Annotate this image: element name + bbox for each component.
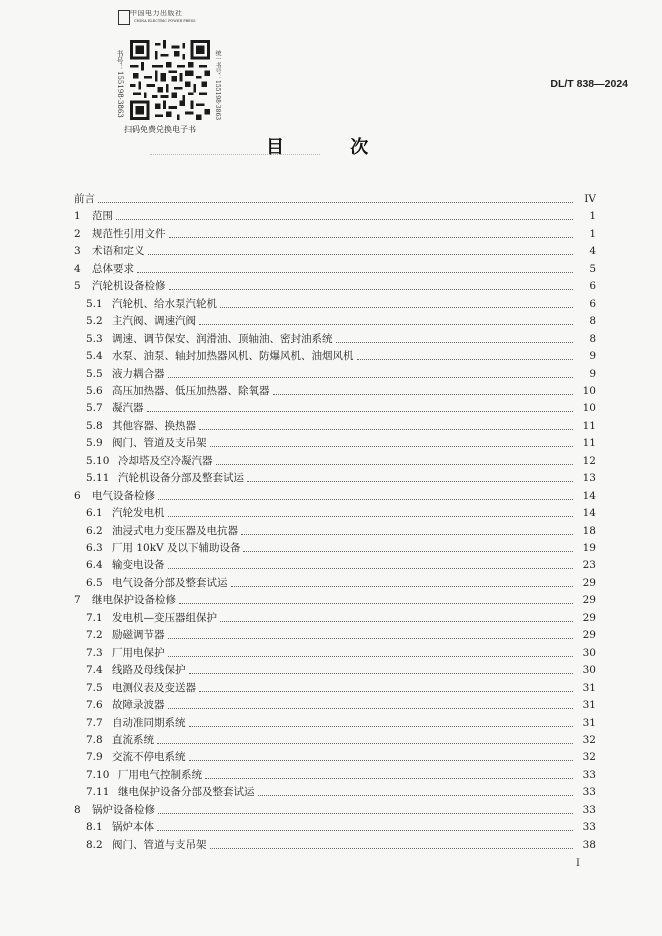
toc-entry[interactable] (0, 415, 596, 433)
toc-entry[interactable] (0, 432, 596, 450)
toc-entry[interactable] (0, 816, 596, 834)
toc-entry[interactable] (0, 397, 596, 415)
toc-leader-dots (220, 307, 573, 308)
toc-entry-page: 4 (589, 245, 596, 258)
toc-entry-number: 7.9 (86, 751, 103, 764)
toc-entry-label: 电测仪表及变送器 (112, 681, 196, 694)
toc-leader-dots (241, 534, 573, 535)
toc-entry-page: 10 (582, 402, 596, 415)
toc-leader-dots (157, 743, 573, 744)
toc-entry-page: 9 (589, 350, 596, 363)
toc-leader-dots (168, 638, 574, 639)
toc-entry-number: 8.2 (86, 838, 103, 851)
toc-entry-page: 32 (582, 751, 596, 764)
toc-entry[interactable] (0, 572, 596, 590)
toc-entry-number: 5.6 (86, 384, 103, 397)
toc-entry-number: 5.1 (86, 297, 103, 310)
toc-entry[interactable] (0, 554, 596, 572)
toc-entry-label: 规范性引用文件 (92, 227, 166, 240)
toc-entry[interactable] (0, 624, 596, 642)
toc-entry-page: 33 (582, 803, 596, 816)
toc-entry[interactable] (0, 781, 596, 799)
toc-entry-page: 11 (582, 419, 596, 432)
toc-entry-label: 线路及母线保护 (112, 664, 186, 677)
toc-entry[interactable] (0, 258, 596, 276)
toc-entry-label: 电气设备检修 (92, 489, 155, 502)
toc-leader-dots (179, 603, 573, 604)
toc-leader-dots (189, 760, 574, 761)
toc-entry-page: 8 (589, 315, 596, 328)
toc-entry-number: 6.4 (86, 559, 103, 572)
toc-leader-dots (220, 621, 573, 622)
toc-entry[interactable] (0, 712, 596, 730)
toc-leader-dots (168, 516, 574, 517)
toc-leader-dots (158, 813, 573, 814)
toc-entry-page: 18 (582, 524, 596, 537)
toc-entry-page: 38 (582, 838, 596, 851)
toc-entry-page: 23 (582, 559, 596, 572)
toc-leader-dots (189, 673, 574, 674)
publisher-logo-icon (118, 10, 130, 25)
toc-entry-label: 主汽阀、调速汽阀 (112, 315, 196, 328)
toc-entry-label: 交流不停电系统 (112, 751, 186, 764)
toc-entry-label: 凝汽器 (112, 402, 144, 415)
toc-entry[interactable] (0, 485, 596, 503)
toc-entry-label: 范围 (92, 210, 113, 223)
toc-entry[interactable] (0, 677, 596, 695)
toc-entry-label: 励磁调节器 (112, 629, 165, 642)
toc-leader-dots (148, 254, 574, 255)
toc-leader-dots (168, 656, 574, 657)
toc-entry-label: 阀门、管道与支吊架 (112, 838, 207, 851)
toc-entry-page: 13 (582, 472, 596, 485)
toc-leader-dots (168, 377, 574, 378)
toc-entry[interactable] (0, 275, 596, 293)
toc-entry-label: 水泵、油泵、轴封加热器风机、防爆风机、油烟风机 (112, 350, 354, 363)
toc-entry-page: 29 (582, 594, 596, 607)
toc-entry-number: 7.2 (86, 629, 103, 642)
toc-entry[interactable] (0, 642, 596, 660)
toc-entry-page: 31 (582, 716, 596, 729)
toc-entry-number: 7.1 (86, 611, 103, 624)
toc-entry-page: 33 (582, 768, 596, 781)
toc-entry-label: 厂用 10kV 及以下辅助设备 (112, 542, 241, 554)
toc-entry-page: 33 (582, 786, 596, 799)
toc-entry-label: 术语和定义 (92, 245, 145, 258)
toc-leader-dots (169, 289, 574, 290)
toc-leader-dots (157, 830, 573, 831)
toc-entry-page: 1 (589, 227, 596, 240)
toc-leader-dots (210, 446, 574, 447)
publisher-name: 中国电力出版社 (130, 10, 183, 17)
toc-entry-label: 汽轮机设备检修 (92, 280, 166, 293)
toc-leader-dots (216, 464, 574, 465)
toc-entry-label: 汽轮机、给水泵汽轮机 (112, 297, 217, 310)
toc-entry-page: 33 (582, 821, 596, 834)
standard-code: DL/T 838—2024 (550, 78, 628, 90)
toc-leader-dots (258, 795, 574, 796)
toc-entry[interactable] (0, 328, 596, 346)
toc-entry-page: 29 (582, 611, 596, 624)
toc-entry-page: IV (584, 193, 596, 205)
toc-entry-number: 8 (74, 803, 81, 816)
toc-entry[interactable] (0, 240, 596, 258)
toc-entry-number: 5.3 (86, 332, 103, 345)
isbn-left: 书号：155198·3863 (116, 50, 124, 118)
toc-entry-label: 其他容器、换热器 (112, 419, 196, 432)
toc-entry[interactable] (0, 799, 596, 817)
toc-entry-number: 7.6 (86, 699, 103, 712)
toc-entry-number: 7.11 (86, 786, 110, 799)
isbn-right: 统一书号：155198·3863 (214, 50, 221, 120)
toc-entry-number: 3 (74, 245, 81, 258)
toc-entry-label: 总体要求 (92, 262, 134, 275)
toc-entry-label: 锅炉本体 (112, 821, 154, 834)
toc-entry-page: 30 (582, 646, 596, 659)
toc-entry-number: 7.4 (86, 664, 103, 677)
toc-entry-page: 5 (589, 262, 596, 275)
toc-entry[interactable] (0, 589, 596, 607)
toc-entry[interactable] (0, 502, 596, 520)
toc-entry[interactable] (0, 764, 596, 782)
toc-entry-label: 油浸式电力变压器及电抗器 (112, 524, 238, 537)
toc-leader-dots (210, 848, 574, 849)
toc-entry-page: 32 (582, 733, 596, 746)
toc-entry-page: 6 (589, 280, 596, 293)
toc-leader-dots (116, 219, 573, 220)
toc-entry-number: 8.1 (86, 821, 103, 834)
toc-entry-number: 7.7 (86, 716, 103, 729)
toc-entry-page: 1 (589, 210, 596, 223)
toc-leader-dots (189, 726, 574, 727)
toc-entry-number: 4 (74, 262, 81, 275)
toc-leader-dots (98, 202, 573, 203)
toc-entry-number: 6 (74, 489, 81, 502)
toc-entry-page: 31 (582, 699, 596, 712)
toc-leader-dots (147, 411, 574, 412)
toc-entry[interactable] (0, 537, 596, 555)
toc-entry-number: 7.8 (86, 733, 103, 746)
publisher-stamp (116, 10, 220, 134)
toc-entry-number: 5 (74, 280, 81, 293)
toc-entry-number: 5.9 (86, 437, 103, 450)
toc-entry[interactable] (0, 293, 596, 311)
toc-entry[interactable] (0, 363, 596, 381)
toc-entry[interactable] (0, 450, 596, 468)
toc-entry-label: 高压加热器、低压加热器、除氧器 (112, 384, 270, 397)
toc-entry-label: 发电机—变压器组保护 (112, 611, 217, 624)
toc-entry-page: 30 (582, 664, 596, 677)
toc-leader-dots (205, 778, 573, 779)
toc-entry-number: 7 (74, 594, 81, 607)
title-divider (150, 154, 320, 155)
toc-entry-page: 29 (582, 629, 596, 642)
toc-entry-number: 5.7 (86, 402, 103, 415)
toc-entry[interactable] (0, 694, 596, 712)
toc-entry[interactable] (0, 223, 596, 241)
toc-entry[interactable] (0, 467, 596, 485)
toc-entry-label: 前言 (74, 193, 95, 205)
toc-entry-number: 6.2 (86, 524, 103, 537)
toc-entry-page: 6 (589, 297, 596, 310)
toc-leader-dots (247, 481, 573, 482)
toc-entry-number: 7.10 (86, 768, 110, 781)
toc-entry-label: 故障录波器 (112, 699, 165, 712)
toc-entry[interactable] (0, 520, 596, 538)
toc-entry-number: 6.1 (86, 507, 103, 520)
toc-entry[interactable] (0, 746, 596, 764)
toc-leader-dots (168, 568, 574, 569)
toc-entry[interactable] (0, 188, 596, 206)
toc-entry-number: 6.3 (86, 542, 103, 554)
toc-leader-dots (199, 324, 573, 325)
toc-entry-page: 12 (582, 454, 596, 467)
toc-entry-label: 直流系统 (112, 733, 154, 746)
toc-leader-dots (273, 394, 574, 395)
toc-entry[interactable] (0, 607, 596, 625)
toc-leader-dots (158, 499, 573, 500)
toc-leader-dots (231, 586, 574, 587)
toc-entry-label: 输变电设备 (112, 559, 165, 572)
toc-leader-dots (243, 551, 573, 552)
toc-entry-label: 汽轮机设备分部及整套试运 (118, 472, 244, 485)
toc-entry-label: 继电保护设备分部及整套试运 (118, 786, 255, 799)
toc-entry-page: 14 (582, 507, 596, 520)
toc-entry-label: 液力耦合器 (112, 367, 165, 380)
toc-entry-number: 5.8 (86, 419, 103, 432)
toc-entry-label: 自动准同期系统 (112, 716, 186, 729)
toc-entry-page: 8 (589, 332, 596, 345)
toc-entry-page: 29 (582, 576, 596, 589)
toc-entry-number: 5.11 (86, 472, 110, 485)
publisher-name-en: CHINA ELECTRIC POWER PRESS (134, 19, 196, 23)
toc-entry-number: 7.3 (86, 646, 103, 659)
page-title: 目 次 (266, 137, 399, 158)
toc-entry-number: 2 (74, 227, 81, 240)
toc-entry-label: 电气设备分部及整套试运 (112, 576, 228, 589)
toc-entry-label: 厂用电气控制系统 (118, 768, 202, 781)
toc-leader-dots (199, 429, 573, 430)
toc-entry-page: 19 (582, 542, 596, 554)
toc-entry[interactable] (0, 834, 596, 852)
toc-entry-number: 6.5 (86, 576, 103, 589)
toc-entry-number: 7.5 (86, 681, 103, 694)
toc-entry-label: 锅炉设备检修 (92, 803, 155, 816)
toc-entry-page: 11 (582, 437, 596, 450)
toc-entry[interactable] (0, 380, 596, 398)
toc-leader-dots (357, 359, 574, 360)
toc-leader-dots (336, 342, 574, 343)
toc-entry-number: 5.4 (86, 350, 103, 363)
toc-entry-number: 5.10 (86, 454, 110, 467)
toc-entry-number: 5.5 (86, 367, 103, 380)
toc-entry-label: 调速、调节保安、润滑油、顶轴油、密封油系统 (112, 332, 333, 345)
toc-entry-label: 汽轮发电机 (112, 507, 165, 520)
toc-leader-dots (169, 237, 574, 238)
toc-entry-page: 14 (582, 489, 596, 502)
toc-entry[interactable] (0, 659, 596, 677)
toc-entry-page: 9 (589, 367, 596, 380)
toc-entry-number: 1 (74, 210, 81, 223)
toc-entry-number: 5.2 (86, 315, 103, 328)
toc-entry-page: 10 (582, 384, 596, 397)
toc-entry[interactable] (0, 205, 596, 223)
toc-leader-dots (137, 272, 573, 273)
toc-entry-page: 31 (582, 681, 596, 694)
qr-code-icon (130, 40, 210, 120)
toc-entry[interactable] (0, 729, 596, 747)
toc-entry-label: 继电保护设备检修 (92, 594, 176, 607)
toc-entry-label: 冷却塔及空冷凝汽器 (118, 454, 213, 467)
toc-entry-label: 厂用电保护 (112, 646, 165, 659)
toc-entry[interactable] (0, 345, 596, 363)
scan-for-ebook-text: 扫码免费兑换电子书 (124, 125, 196, 134)
toc-entry-label: 阀门、管道及支吊架 (112, 437, 207, 450)
toc-leader-dots (199, 691, 573, 692)
toc-leader-dots (168, 708, 574, 709)
toc-entry[interactable] (0, 310, 596, 328)
page-number: I (576, 858, 580, 869)
